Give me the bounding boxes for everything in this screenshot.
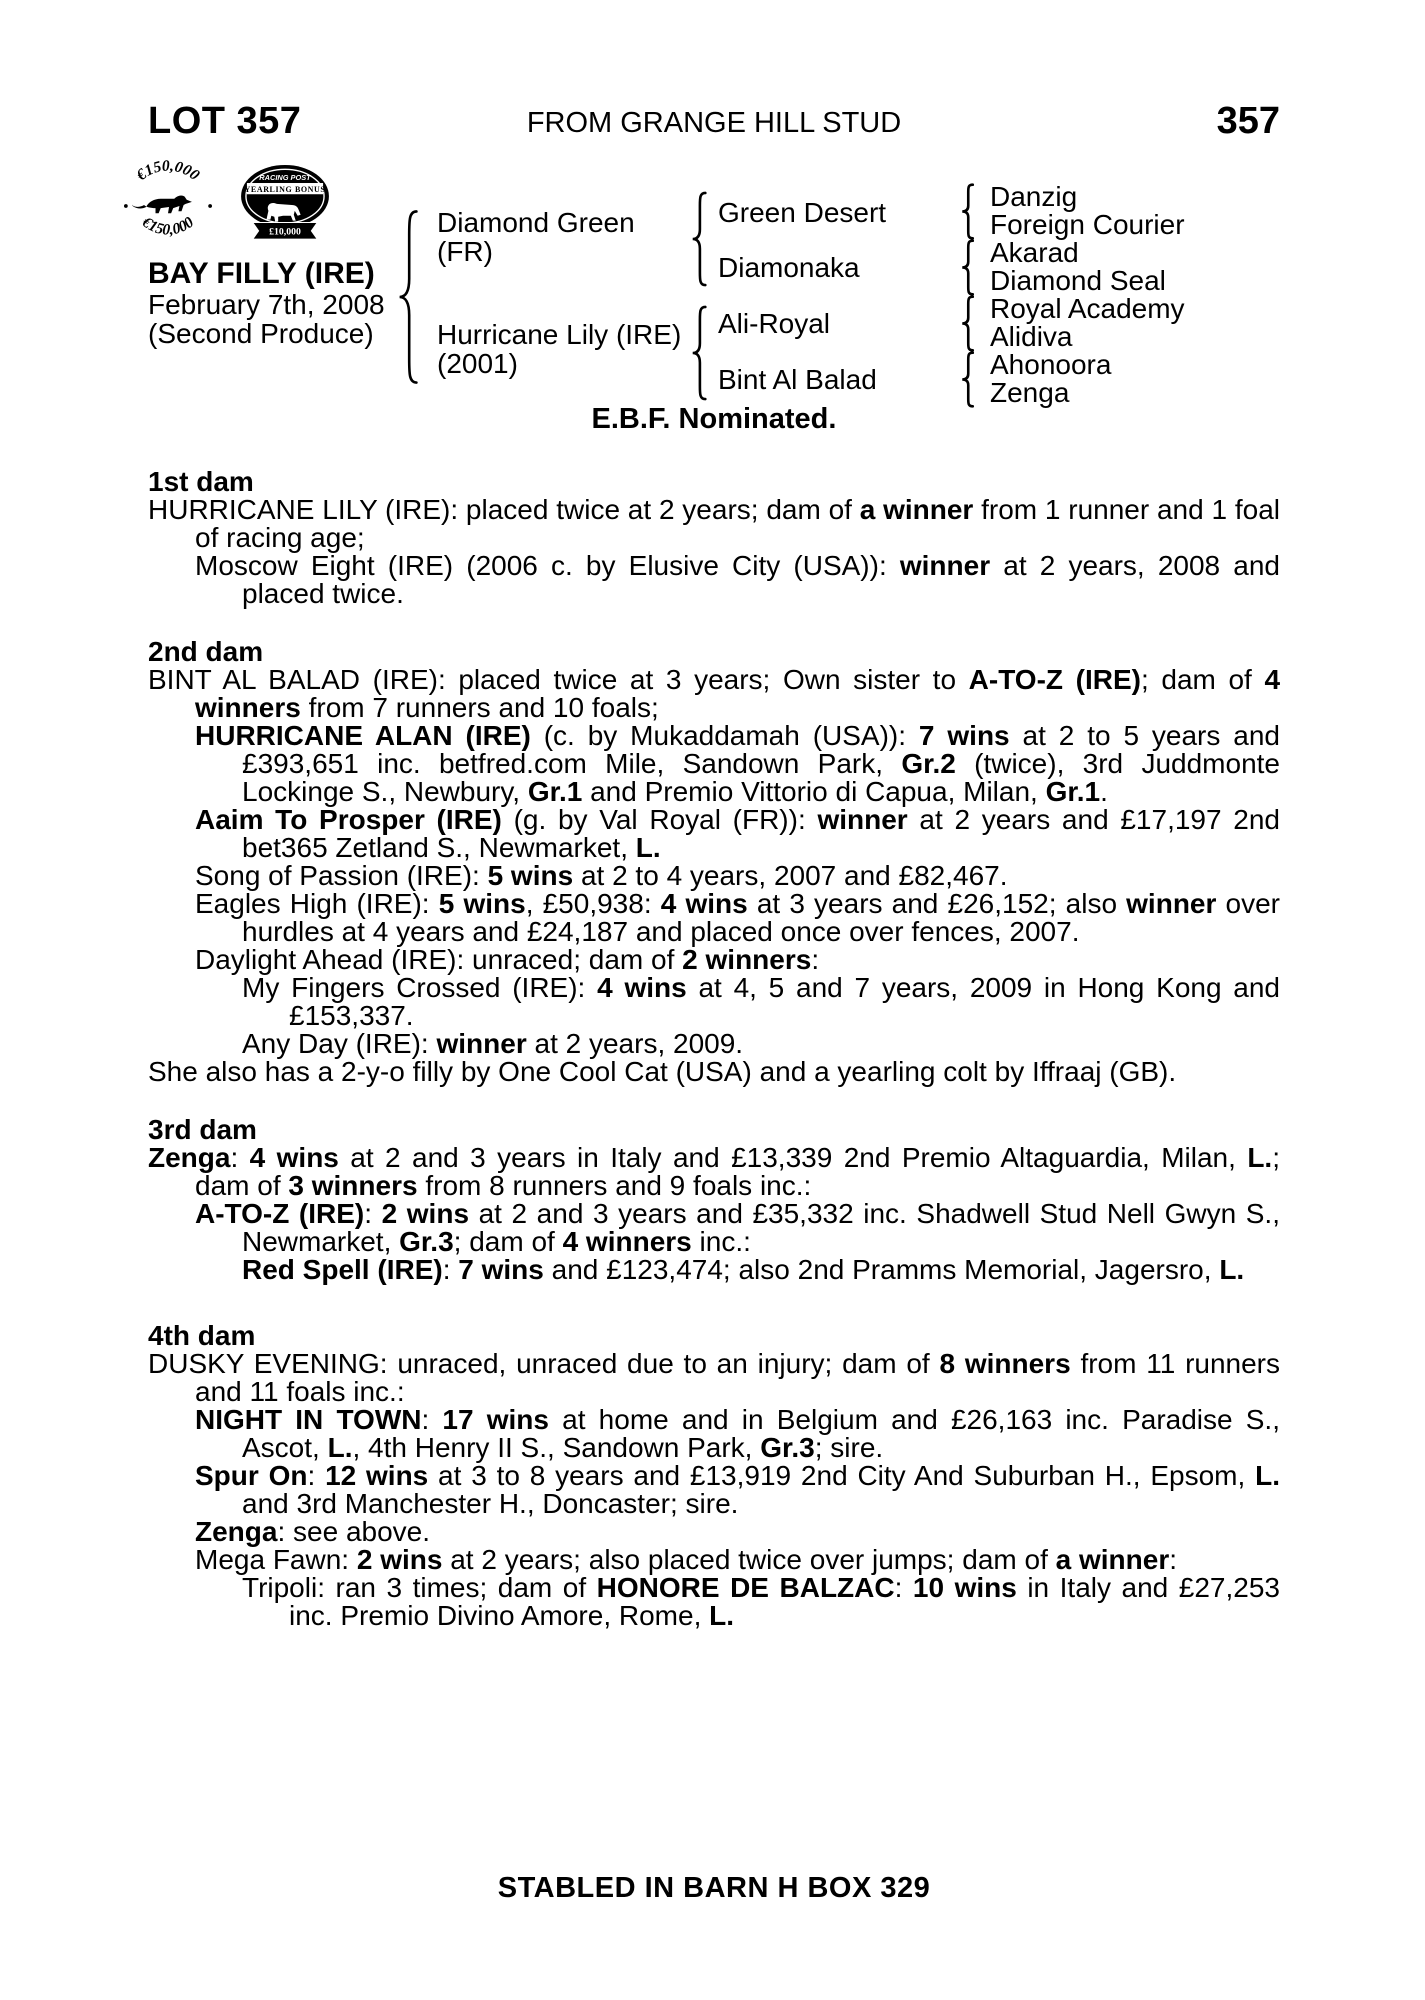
- catalog-paragraph: Tripoli: ran 3 times; dam of HONORE DE BALZAC: 10 wins in Italy and £27,253 inc. Premio Divino Amore, Rome, L.: [242, 1572, 1280, 1631]
- sire-name: Diamond Green: [437, 207, 635, 238]
- horse-name: BAY FILLY (IRE): [148, 257, 375, 290]
- seal-bottom-amount: €150,000: [138, 213, 198, 239]
- dam-sections: [148, 468, 1280, 1630]
- catalog-paragraph: Red Spell (IRE): 7 wins and £123,474; also 2nd Pramms Memorial, Jagersro, L.: [242, 1254, 1245, 1285]
- badge-amount: £10,000: [269, 226, 301, 238]
- pedigree-brace-dam: [690, 304, 708, 402]
- pedigree-ancestor: Akarad: [990, 237, 1079, 268]
- svg-text:€150,000: [133, 158, 203, 185]
- stabling-location: STABLED IN BARN H BOX 329: [497, 1872, 931, 1904]
- ebf-nominated-note: E.B.F. Nominated.: [591, 403, 837, 435]
- pedigree-brace-sire: [690, 190, 708, 288]
- catalog-paragraph: BINT AL BALAD (IRE): placed twice at 3 years; Own sister to A-TO-Z (IRE); dam of 4 winners from 7 runners and 10 foals;: [148, 664, 1281, 723]
- horse-foaling-date: February 7th, 2008: [148, 289, 385, 320]
- pedigree-brace-sire-sire: [960, 183, 975, 240]
- page-number: 357: [1216, 100, 1280, 142]
- badge-band-text: YEARLING BONUS: [244, 184, 326, 194]
- catalog-paragraph: Eagles High (IRE): 5 wins, £50,938: 4 wins at 3 years and £26,152; also winner over hurdles at 4 years and £24,187 and placed once over fences, 2007.: [195, 888, 1281, 947]
- catalog-paragraph: She also has a 2-y-o filly by One Cool Cat (USA) and a yearling colt by Iffraaj (GB).: [148, 1056, 1177, 1087]
- seal-dot-left: [124, 204, 128, 208]
- pedigree-dam-dam: Bint Al Balad: [718, 364, 877, 395]
- pedigree-ancestor: Zenga: [990, 377, 1070, 408]
- catalog-paragraph: HURRICANE LILY (IRE): placed twice at 2 years; dam of a winner from 1 runner and 1 foal of racing age;: [148, 494, 1280, 553]
- bonus-seal-graphic: [116, 154, 220, 258]
- pedigree-gg-pair-3: [990, 295, 1185, 351]
- subject-horse-block: [148, 258, 385, 348]
- catalog-paragraph: DUSKY EVENING: unraced, unraced due to an injury; dam of 8 winners from 11 runners and 11 foals inc.:: [148, 1348, 1281, 1407]
- pedigree-brace-dam-dam: [960, 351, 975, 408]
- catalog-paragraph: Zenga: see above.: [195, 1516, 431, 1547]
- yearling-bonus-graphic: [236, 163, 334, 245]
- dam-heading: 1st dam: [148, 466, 254, 497]
- dam-section: [148, 638, 1280, 1086]
- pedigree-gg-pair-4: [990, 351, 1111, 407]
- pedigree-gg-pair-2: [990, 239, 1166, 295]
- pedigree-ancestor: Danzig: [990, 181, 1078, 212]
- catalog-paragraph: NIGHT IN TOWN: 17 wins at home and in Belgium and £26,163 inc. Paradise S., Ascot, L., 4th Henry II S., Sandown Park, Gr.3; sire.: [195, 1404, 1280, 1463]
- pedigree-dam: [437, 320, 681, 378]
- catalog-paragraph: Any Day (IRE): winner at 2 years, 2009.: [242, 1028, 744, 1059]
- pedigree-sire-dam: Diamonaka: [718, 252, 860, 283]
- pedigree-sire: [437, 208, 635, 266]
- pedigree-dam-sire: Ali-Royal: [718, 308, 831, 339]
- consignor-title: FROM GRANGE HILL STUD: [526, 107, 902, 139]
- pedigree-ancestor: Diamond Seal: [990, 265, 1166, 296]
- dam-name: Hurricane Lily (IRE): [437, 319, 682, 350]
- catalog-paragraph: Mega Fawn: 2 wins at 2 years; also placed twice over jumps; dam of a winner:: [195, 1544, 1177, 1575]
- catalog-paragraph: Daylight Ahead (IRE): unraced; dam of 2 winners:: [195, 944, 820, 975]
- dam-section: [148, 1322, 1280, 1630]
- catalog-paragraph: Zenga: 4 wins at 2 and 3 years in Italy and £13,339 2nd Premio Altaguardia, Milan, L.; dam of 3 winners from 8 runners and 9 foals inc.:: [148, 1142, 1280, 1201]
- pedigree-ancestor: Ahonoora: [990, 349, 1112, 380]
- dam-heading: 3rd dam: [148, 1114, 257, 1145]
- catalog-paragraph: My Fingers Crossed (IRE): 4 wins at 4, 5 and 7 years, 2009 in Hong Kong and £153,337.: [242, 972, 1281, 1031]
- pedigree-gg-pair-1: [990, 183, 1185, 239]
- dam-heading: 2nd dam: [148, 636, 264, 667]
- sire-suffix: (FR): [437, 236, 493, 267]
- lot-number: LOT 357: [148, 100, 302, 142]
- catalog-paragraph: Aaim To Prosper (IRE) (g. by Val Royal (FR)): winner at 2 years and £17,197 2nd bet365 Zetland S., Newmarket, L.: [195, 804, 1280, 863]
- eur-150000-bonus-seal: [116, 154, 220, 258]
- badge-brand-text: RACING POST: [259, 173, 311, 183]
- pedigree-sire-sire: Green Desert: [718, 197, 887, 228]
- catalog-paragraph: Moscow Eight (IRE) (2006 c. by Elusive City (USA)): winner at 2 years, 2008 and placed twice.: [195, 550, 1280, 609]
- pedigree-ancestor: Foreign Courier: [990, 209, 1185, 240]
- pedigree-brace-dam-sire: [960, 295, 975, 352]
- pedigree-ancestor: Royal Academy: [990, 293, 1185, 324]
- catalog-paragraph: HURRICANE ALAN (IRE) (c. by Mukaddamah (USA)): 7 wins at 2 to 5 years and £393,651 inc. betfred.com Mile, Sandown Park, Gr.2 (twice), 3rd Juddmonte Lockinge S., Newbury, Gr.1 and Premio Vittorio di Capua, Milan, Gr.1.: [195, 720, 1280, 807]
- fox-icon: [132, 196, 192, 214]
- dam-section: [148, 468, 1280, 608]
- catalog-paragraph: Spur On: 12 wins at 3 to 8 years and £13,919 2nd City And Suburban H., Epsom, L. and 3rd Manchester H., Doncaster; sire.: [195, 1460, 1280, 1519]
- pedigree-brace-generation1: [396, 206, 420, 388]
- dam-heading: 4th dam: [148, 1320, 256, 1351]
- pedigree-ancestor: Alidiva: [990, 321, 1073, 352]
- racing-post-yearling-bonus-badge: [236, 163, 334, 245]
- seal-dot-right: [208, 204, 212, 208]
- seal-top-amount: €150,000: [133, 157, 203, 185]
- svg-text:€150,000: [138, 213, 197, 238]
- pedigree-brace-sire-dam: [960, 239, 975, 296]
- horse-produce-note: (Second Produce): [148, 318, 374, 349]
- dam-section: [148, 1116, 1280, 1284]
- catalog-paragraph: A-TO-Z (IRE): 2 wins at 2 and 3 years and £35,332 inc. Shadwell Stud Nell Gwyn S., Newmarket, Gr.3; dam of 4 winners inc.:: [195, 1198, 1280, 1257]
- dam-suffix: (2001): [437, 348, 518, 379]
- catalog-paragraph: Song of Passion (IRE): 5 wins at 2 to 4 years, 2007 and £82,467.: [195, 860, 1008, 891]
